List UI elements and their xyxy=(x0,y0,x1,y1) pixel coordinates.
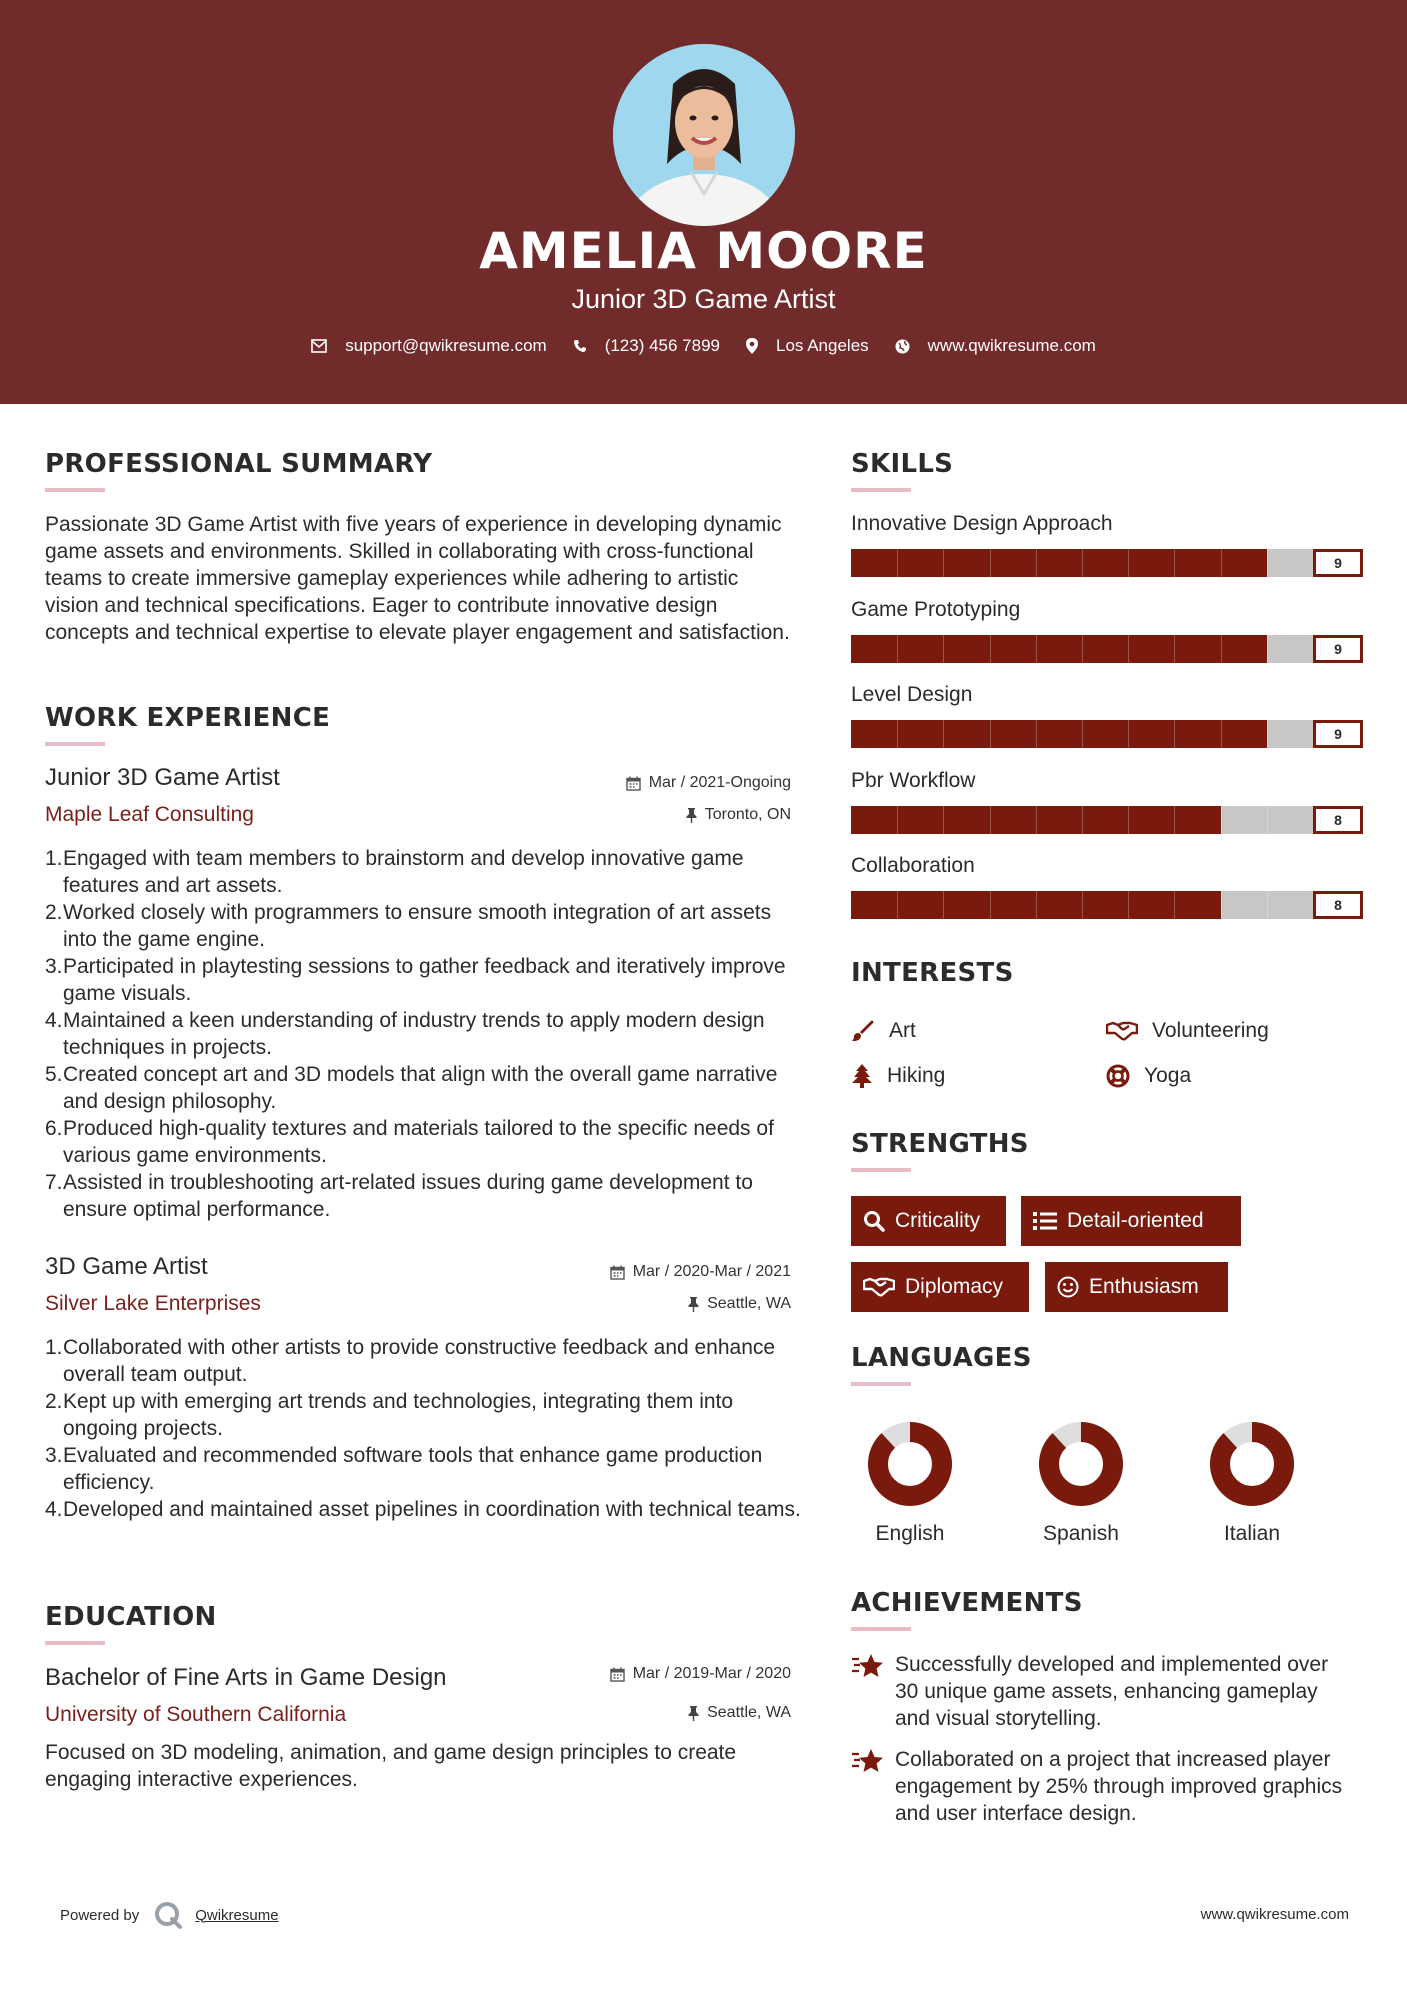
skill-bar-divider xyxy=(1221,806,1222,834)
pushpin-icon xyxy=(688,1706,699,1721)
education-text: Focused on 3D modeling, animation, and game design principles to create engaging interactive experiences. xyxy=(45,1741,737,1791)
website-text: www.qwikresume.com xyxy=(927,336,1096,355)
search-icon xyxy=(863,1210,885,1232)
skill-bar-divider xyxy=(943,720,944,748)
skill-level-badge: 9 xyxy=(1313,549,1363,577)
skill-bar-divider xyxy=(943,806,944,834)
skill-bar-divider xyxy=(1221,549,1222,577)
job-location-text: Toronto, ON xyxy=(704,806,791,823)
qwikresume-link[interactable]: Qwikresume xyxy=(195,1906,279,1924)
skill-level-badge: 8 xyxy=(1313,806,1363,834)
experience-underline xyxy=(45,742,105,746)
skill-bar-divider xyxy=(1221,720,1222,748)
achievement-item xyxy=(851,1746,1351,1827)
skill-bar-divider xyxy=(1128,720,1129,748)
summary-heading: PROFESSIONAL SUMMARY xyxy=(45,449,433,479)
phone-text: (123) 456 7899 xyxy=(604,336,721,355)
language-donut xyxy=(1033,1416,1129,1512)
list-item: 3. Participated in playtesting sessions to gather feedback and iteratively improve game visuals. xyxy=(45,955,786,1005)
strengths-underline xyxy=(851,1168,911,1172)
map-pin-icon xyxy=(746,338,758,354)
skill-bar-divider xyxy=(897,549,898,577)
avatar xyxy=(613,44,795,226)
job-company: Silver Lake Enterprises xyxy=(45,1292,261,1315)
education-heading: EDUCATION xyxy=(45,1602,217,1632)
calendar-icon xyxy=(610,1667,625,1682)
job-date xyxy=(531,1263,791,1281)
tree-icon xyxy=(851,1064,873,1088)
education-date xyxy=(531,1665,791,1683)
skill-label: Pbr Workflow xyxy=(851,768,976,792)
envelope-icon xyxy=(311,339,327,353)
email-text: support@qwikresume.com xyxy=(345,336,547,355)
job-bullets xyxy=(45,1334,805,1523)
skill-level-badge: 9 xyxy=(1313,635,1363,663)
language-donut-fill xyxy=(1049,1432,1113,1496)
contact-bar xyxy=(0,336,1407,356)
skill-bar-divider xyxy=(1082,806,1083,834)
summary-text: Passionate 3D Game Artist with five years of experience in developing dynamic game assets and environments. Skilled in collaborating with cross-functional teams to create immersive gameplay experiences while adhering to artistic vision and technical specifications. Eager to contribute innovative design concepts and technical expertise to elevate player engagement and satisfaction. xyxy=(45,513,790,644)
calendar-icon xyxy=(626,776,641,791)
skill-bar-divider xyxy=(1082,720,1083,748)
skill-bar-divider xyxy=(1267,635,1268,663)
skills-heading: SKILLS xyxy=(851,449,954,479)
skill-label: Game Prototyping xyxy=(851,597,1021,621)
skill-bar-divider xyxy=(1036,806,1037,834)
achievement-item xyxy=(851,1651,1351,1732)
handshake-icon xyxy=(1106,1020,1138,1042)
skill-bar-divider xyxy=(897,720,898,748)
skill-bar-divider xyxy=(1174,720,1175,748)
achievements-underline xyxy=(851,1627,911,1631)
header-banner xyxy=(0,0,1407,404)
education-location xyxy=(531,1704,791,1722)
job-location xyxy=(531,806,791,824)
education-date-text: Mar / 2019-Mar / 2020 xyxy=(632,1665,791,1682)
skill-bar-divider xyxy=(1221,635,1222,663)
skill-bar-divider xyxy=(1128,806,1129,834)
skill-bar-divider xyxy=(1128,891,1129,919)
languages-heading: LANGUAGES xyxy=(851,1343,1032,1373)
skill-bar-divider xyxy=(990,635,991,663)
achievements-heading: ACHIEVEMENTS xyxy=(851,1588,1083,1618)
experience-heading: WORK EXPERIENCE xyxy=(45,703,331,733)
phone-icon xyxy=(573,339,587,353)
list-item: 4. Maintained a keen understanding of industry trends to apply modern design techniques in projects. xyxy=(45,1009,765,1059)
skill-bar-divider xyxy=(1082,891,1083,919)
degree-title: Bachelor of Fine Arts in Game Design xyxy=(45,1664,447,1691)
job-date-text: Mar / 2020-Mar / 2021 xyxy=(632,1263,791,1280)
lifebuoy-icon xyxy=(1106,1064,1130,1088)
language-label: Italian xyxy=(1223,1522,1281,1545)
education-location-text: Seattle, WA xyxy=(707,1704,791,1721)
skill-bar-divider xyxy=(897,635,898,663)
achievement-text: Successfully developed and implemented over 30 unique game assets, enhancing gameplay and visual storytelling. xyxy=(895,1653,1329,1730)
skill-level-badge: 8 xyxy=(1313,891,1363,919)
interest-item-yoga: Yoga xyxy=(1106,1064,1191,1088)
skill-bar-divider xyxy=(1267,720,1268,748)
skills-underline xyxy=(851,488,911,492)
strength-tag-detail-oriented: Detail-oriented xyxy=(1021,1196,1241,1246)
globe-icon xyxy=(895,339,910,354)
skill-bar-divider xyxy=(990,720,991,748)
job-title: 3D Game Artist xyxy=(45,1253,208,1280)
location-text: Los Angeles xyxy=(776,336,869,355)
skill-bar-divider xyxy=(1082,549,1083,577)
skill-bar xyxy=(851,806,1363,834)
skill-bar-divider xyxy=(990,891,991,919)
job-location-text: Seattle, WA xyxy=(707,1295,791,1312)
skill-bar-divider xyxy=(1036,549,1037,577)
language-donut xyxy=(862,1416,958,1512)
skill-bar xyxy=(851,891,1363,919)
skill-bar-fill xyxy=(851,549,1267,577)
skill-label: Collaboration xyxy=(851,854,975,877)
list-item: 5. Created concept art and 3D models that align with the overall game narrative and design philosophy. xyxy=(45,1063,778,1113)
strengths-heading: STRENGTHS xyxy=(851,1129,1029,1159)
skill-bar-divider xyxy=(1267,549,1268,577)
skill-bar-divider xyxy=(1221,891,1222,919)
smile-icon xyxy=(1057,1276,1079,1298)
interest-item-hiking: Hiking xyxy=(851,1064,945,1088)
strength-tag-criticality: Criticality xyxy=(851,1196,1006,1246)
skill-label: Innovative Design Approach xyxy=(851,512,1113,535)
candidate-title: Junior 3D Game Artist xyxy=(571,284,836,314)
avatar-image xyxy=(613,44,795,226)
skill-bar xyxy=(851,549,1363,577)
list-icon xyxy=(1033,1211,1057,1231)
list-item: 3. Evaluated and recommended software tools that enhance game production efficiency. xyxy=(45,1444,763,1494)
candidate-name: AMELIA MOORE xyxy=(479,222,928,280)
paintbrush-icon xyxy=(851,1019,875,1043)
list-item: 2. Worked closely with programmers to ensure smooth integration of art assets into the game engine. xyxy=(45,901,772,951)
language-donut-fill xyxy=(878,1432,942,1496)
interest-item-art: Art xyxy=(851,1019,916,1043)
language-donut-fill xyxy=(1220,1432,1284,1496)
list-item: 1. Engaged with team members to brainstorm and develop innovative game features and art assets. xyxy=(45,847,744,897)
star-award-icon xyxy=(851,1748,885,1774)
education-underline xyxy=(45,1641,105,1645)
job-bullets xyxy=(45,845,805,1223)
list-item: 2. Kept up with emerging art trends and technologies, integrating them into ongoing projects. xyxy=(45,1390,734,1440)
skill-bar xyxy=(851,720,1363,748)
language-donut xyxy=(1204,1416,1300,1512)
summary-underline xyxy=(45,488,105,492)
school-name: University of Southern California xyxy=(45,1703,347,1726)
language-label: Spanish xyxy=(1043,1522,1119,1545)
contact-location xyxy=(746,336,869,356)
job-company: Maple Leaf Consulting xyxy=(45,803,254,826)
contact-phone[interactable] xyxy=(573,336,720,356)
strength-tag-enthusiasm: Enthusiasm xyxy=(1045,1262,1228,1312)
job-date-text: Mar / 2021-Ongoing xyxy=(648,774,791,791)
list-item: 4. Developed and maintained asset pipelines in coordination with technical teams. xyxy=(45,1498,801,1521)
job-location xyxy=(531,1295,791,1313)
footer-website[interactable]: www.qwikresume.com xyxy=(1200,1906,1349,1923)
skill-bar-divider xyxy=(1036,891,1037,919)
skill-bar-divider xyxy=(1174,549,1175,577)
skill-bar-divider xyxy=(943,549,944,577)
skill-bar-divider xyxy=(1082,635,1083,663)
skill-bar-divider xyxy=(990,806,991,834)
skill-bar-divider xyxy=(897,891,898,919)
skill-bar-divider xyxy=(990,549,991,577)
job-title: Junior 3D Game Artist xyxy=(45,764,280,791)
skill-bar-divider xyxy=(1036,635,1037,663)
list-item: 7. Assisted in troubleshooting art-related issues during game development to ensure optimal performance. xyxy=(45,1171,753,1221)
pushpin-icon xyxy=(688,1297,699,1312)
skill-bar-divider xyxy=(1267,891,1268,919)
skill-bar-fill xyxy=(851,635,1267,663)
qwikresume-logo-icon xyxy=(153,1900,183,1930)
handshake-icon xyxy=(863,1276,895,1298)
skill-bar-divider xyxy=(1174,806,1175,834)
calendar-icon xyxy=(610,1265,625,1280)
contact-website[interactable] xyxy=(895,336,1096,356)
list-item: 1. Collaborated with other artists to provide constructive feedback and enhance overall team output. xyxy=(45,1336,776,1386)
skill-level-badge: 9 xyxy=(1313,720,1363,748)
contact-email[interactable] xyxy=(311,336,547,356)
star-award-icon xyxy=(851,1653,885,1679)
language-label: English xyxy=(875,1522,945,1545)
pushpin-icon xyxy=(686,808,697,823)
languages-underline xyxy=(851,1382,911,1386)
list-item: 6. Produced high-quality textures and materials tailored to the specific needs of various game environments. xyxy=(45,1117,774,1167)
footer-powered-by xyxy=(60,1900,279,1930)
job-date xyxy=(531,774,791,792)
skill-bar-fill xyxy=(851,720,1267,748)
skill-bar-divider xyxy=(943,891,944,919)
skill-bar-divider xyxy=(943,635,944,663)
interests-heading: INTERESTS xyxy=(851,958,1014,988)
skill-bar-divider xyxy=(1128,549,1129,577)
strength-tag-diplomacy: Diplomacy xyxy=(851,1262,1029,1312)
skill-label: Level Design xyxy=(851,683,973,706)
powered-by-label: Powered by xyxy=(60,1906,140,1924)
achievement-text: Collaborated on a project that increased player engagement by 25% through improved graphics and user interface design. xyxy=(895,1748,1343,1825)
skill-bar-divider xyxy=(1174,635,1175,663)
skill-bar-divider xyxy=(1267,806,1268,834)
skill-bar-divider xyxy=(1174,891,1175,919)
skill-bar xyxy=(851,635,1363,663)
skill-bar-divider xyxy=(1128,635,1129,663)
skill-bar-divider xyxy=(897,806,898,834)
interest-item-volunteering: Volunteering xyxy=(1106,1019,1269,1043)
skill-bar-divider xyxy=(1036,720,1037,748)
